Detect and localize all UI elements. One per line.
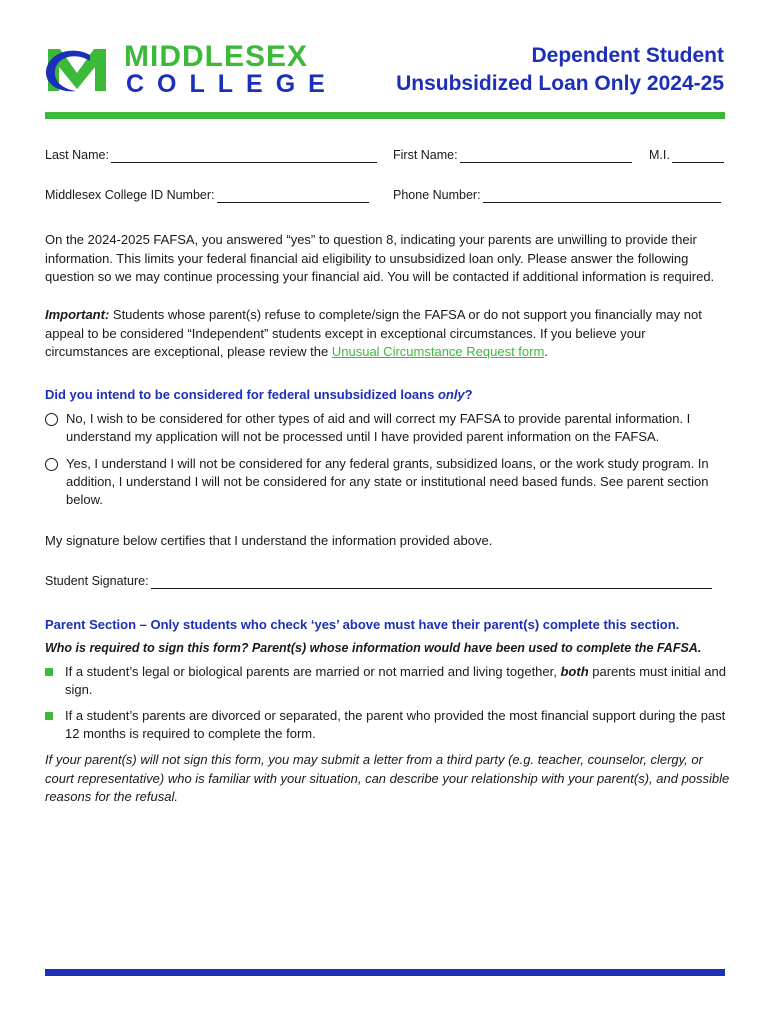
college-logo-icon	[42, 43, 112, 95]
parent-bullet-1-text	[65, 663, 730, 699]
document-title	[396, 42, 724, 98]
phone-line[interactable]	[483, 190, 721, 203]
first-name-field[interactable]	[393, 147, 632, 163]
last-name-line[interactable]	[111, 150, 377, 163]
option-no-text: No, I wish to be considered for other types of aid and will correct my FAFSA to provide parental information. I understand my application will not be processed until I have provided parent information on the FAFSA.	[66, 411, 691, 444]
question-text: Did you intend to be considered for federal unsubsidized loans	[45, 387, 438, 402]
first-name-label: First Name:	[393, 148, 458, 162]
unusual-circumstance-link[interactable]: Unusual Circumstance Request form	[331, 344, 545, 359]
parent-section-heading: Parent Section – Only students who check ‘yes’ above must have their parent(s) complete this section.	[45, 617, 680, 632]
phone-label: Phone Number:	[393, 188, 481, 202]
student-signature-field[interactable]	[45, 573, 712, 589]
bullet1-part-a: If a student’s legal or biological parents are married or not married and living together,	[65, 664, 561, 679]
signature-label: Student Signature:	[45, 574, 149, 588]
last-name-label: Last Name:	[45, 148, 109, 162]
parent-bullet-1	[45, 663, 730, 699]
last-name-field[interactable]	[45, 147, 377, 163]
intro-paragraph: On the 2024-2025 FAFSA, you answered “yes” to question 8, indicating your parents are unwilling to provide their information. This limits your federal financial aid eligibility to unsubsidized loan only. Please answer the following question so we may continue processing your financial aid. You will be contacted if additional information is required.	[45, 232, 715, 284]
question-emphasis: only	[437, 387, 465, 402]
middle-initial-label: M.I.	[649, 148, 670, 162]
important-label: Important:	[45, 307, 110, 322]
signature-line[interactable]	[151, 576, 712, 589]
bullet1-both: both	[560, 664, 589, 679]
student-id-line[interactable]	[217, 190, 369, 203]
third-party-note: If your parent(s) will not sign this form, you may submit a letter from a third party (e.g. teacher, counselor, clergy, or court representative) who is familiar with your situation, can describe your relationship with your parent(s), and possible reasons for the refusal.	[45, 752, 730, 804]
who-signs-text: Who is required to sign this form? Parent(s) whose information would have been used to complete the FAFSA.	[45, 641, 702, 655]
college-name: MIDDLESEX	[124, 40, 309, 73]
option-yes[interactable]	[45, 455, 730, 509]
loan-question	[45, 387, 473, 402]
student-id-field[interactable]	[45, 187, 369, 203]
footer-divider	[45, 969, 725, 976]
first-name-line[interactable]	[460, 150, 632, 163]
radio-yes-icon[interactable]	[45, 458, 58, 471]
important-end: .	[544, 344, 548, 359]
question-end: ?	[464, 387, 473, 402]
option-no[interactable]	[45, 410, 730, 446]
title-line-2: Unsubsidized Loan Only 2024-25	[396, 72, 724, 95]
important-text: Students whose parent(s) refuse to complete/sign the FAFSA or do not support you financially may not appeal to be considered “Independent” students except in exceptional circumstances. If you believe your circumstances are exceptional, please review the	[45, 307, 702, 359]
parent-bullet-2	[45, 707, 730, 743]
parent-bullet-2-text: If a student’s parents are divorced or separated, the parent who provided the most financial support during the past 12 months is required to complete the form.	[65, 708, 726, 741]
student-id-label: Middlesex College ID Number:	[45, 188, 215, 202]
certify-statement: My signature below certifies that I understand the information provided above.	[45, 533, 493, 548]
radio-no-icon[interactable]	[45, 413, 58, 426]
middle-initial-field[interactable]	[649, 147, 724, 163]
bullet1-part-c: parents must initial and sign.	[65, 664, 726, 697]
option-yes-text: Yes, I understand I will not be considered for any federal grants, subsidized loans, or the work study program. In addition, I understand I will not be considered for any state or institutional need based funds. See parent section below.	[66, 456, 709, 507]
important-paragraph	[45, 306, 730, 362]
bullet-square-icon	[45, 668, 53, 676]
college-subtitle: COLLEGE	[126, 70, 338, 98]
title-line-1: Dependent Student	[531, 44, 724, 67]
bullet-square-icon	[45, 712, 53, 720]
phone-field[interactable]	[393, 187, 721, 203]
middle-initial-line[interactable]	[672, 150, 724, 163]
header-divider	[45, 112, 725, 119]
